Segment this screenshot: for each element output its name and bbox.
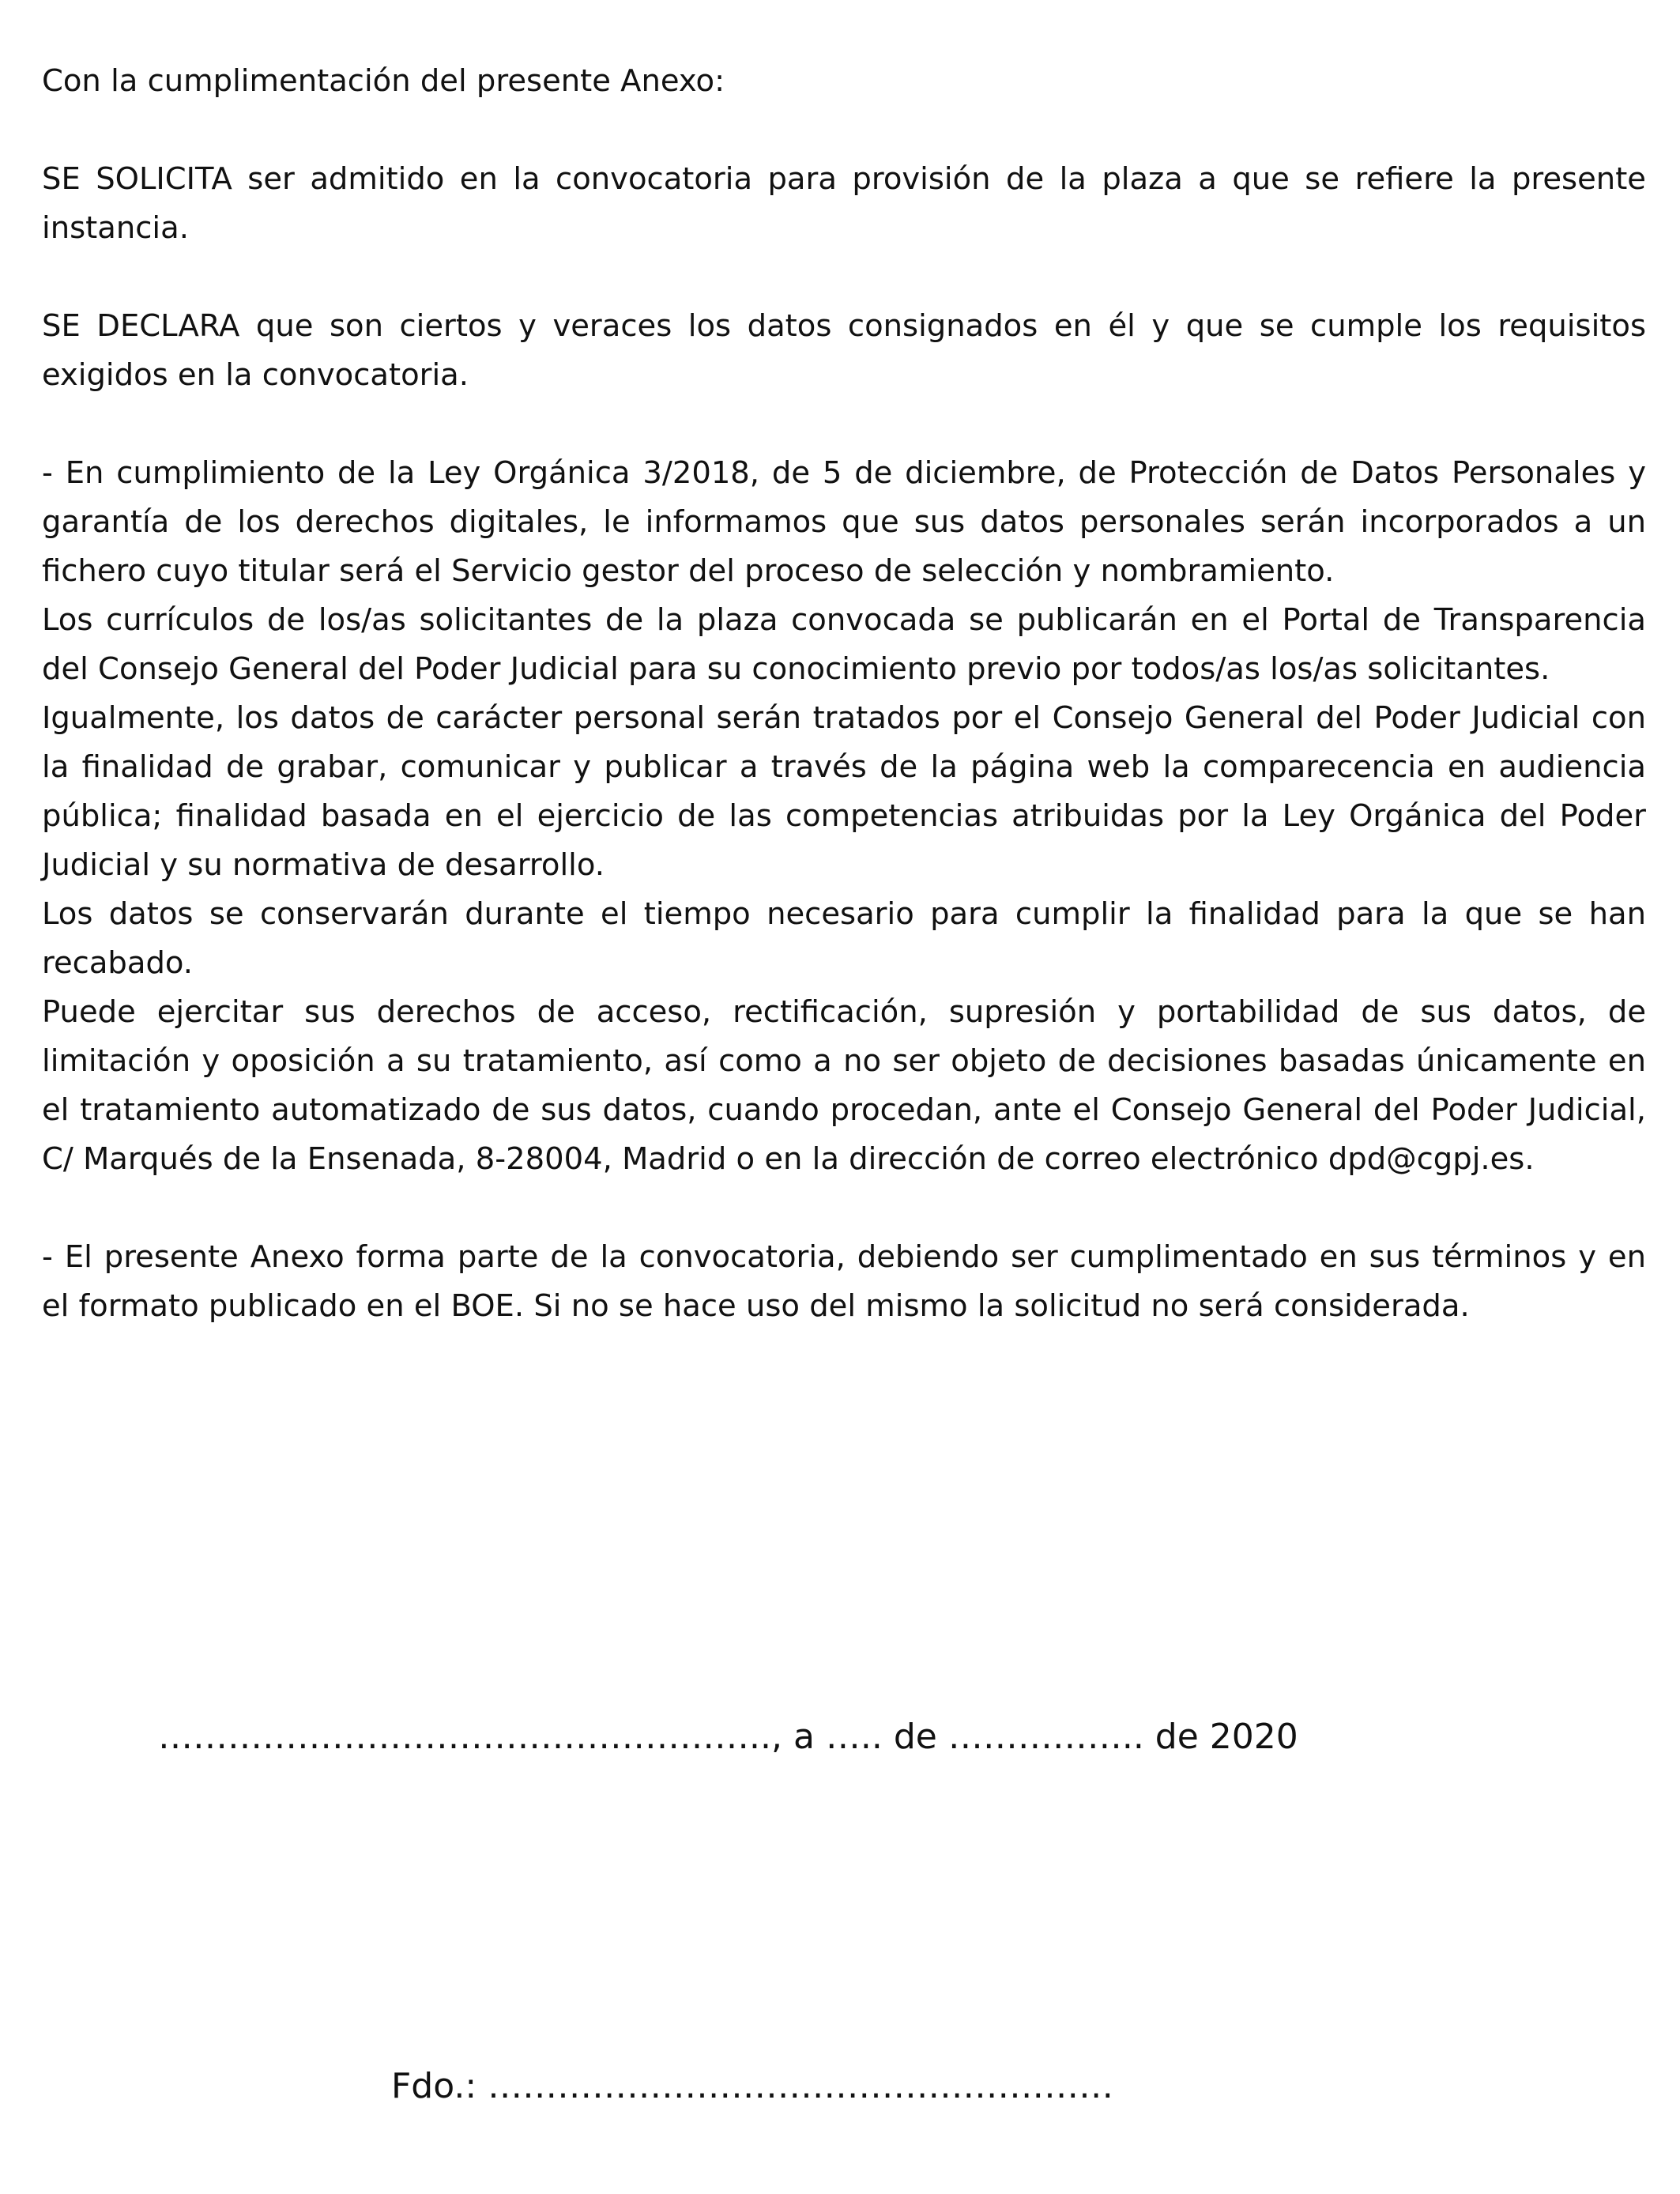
anexo-note-paragraph: - El presente Anexo forma parte de la convocatoria, debiendo ser cumplimentado en sus términos y en el formato publicado en el BOE. Si no se hace uso del mismo la solicitud no será considerada. xyxy=(42,1239,1646,1324)
spacer xyxy=(42,253,1646,302)
data-protection-paragraph: - En cumplimiento de la Ley Orgánica 3/2018, de 5 de diciembre, de Protección de Datos Personales y garantía de los derechos digitales, le informamos que sus datos personales serán incorporados a un fichero cuyo titular será el Servicio gestor del proceso de selección y nombramiento. xyxy=(42,455,1646,589)
data-protection-paragraph: Igualmente, los datos de carácter personal serán tratados por el Consejo General del Poder Judicial con la finalidad de grabar, comunicar y publicar a través de la página web la comparecencia en audiencia pública; finalidad basada en el ejercicio de las competencias atribuidas por la Ley Orgánica del Poder Judicial y su normativa de desarrollo. xyxy=(42,700,1646,883)
data-protection-paragraph: Los currículos de los/as solicitantes de la plaza convocada se publicarán en el Portal de Transparencia del Consejo General del Poder Judicial para su conocimiento previo por todos/as los/as solicitantes. xyxy=(42,602,1646,687)
data-protection-paragraph: Los datos se conservarán durante el tiempo necesario para cumplir la finalidad para la que se han recabado. xyxy=(42,896,1646,981)
data-protection-section xyxy=(42,449,1646,1184)
signature-line: Fdo.: ……………………………………………… xyxy=(391,2066,1114,2106)
spacer xyxy=(42,400,1646,449)
spacer xyxy=(42,1184,1646,1233)
intro-text: Con la cumplimentación del presente Anexo: xyxy=(42,63,725,99)
spacer xyxy=(42,106,1646,155)
place-date-line: …………………………………………….., a ….. de …………….. de 2020 xyxy=(158,1717,1298,1757)
solicita-paragraph: SE SOLICITA ser admitido en la convocatoria para provisión de la plaza a que se refiere la presente instancia. xyxy=(42,161,1646,246)
document-body xyxy=(42,57,1646,1331)
data-protection-paragraph: Puede ejercitar sus derechos de acceso, rectificación, supresión y portabilidad de sus datos, de limitación y oposición a su tratamiento, así como a no ser objeto de decisiones basadas únicamente en el tratamiento automatizado de sus datos, cuando procedan, ante el Consejo General del Poder Judicial, C/ Marqués de la Ensenada, 8-28004, Madrid o en la dirección de correo electrónico dpd@cgpj.es. xyxy=(42,994,1646,1177)
declara-paragraph: SE DECLARA que son ciertos y veraces los datos consignados en él y que se cumple los requisitos exigidos en la convocatoria. xyxy=(42,308,1646,393)
